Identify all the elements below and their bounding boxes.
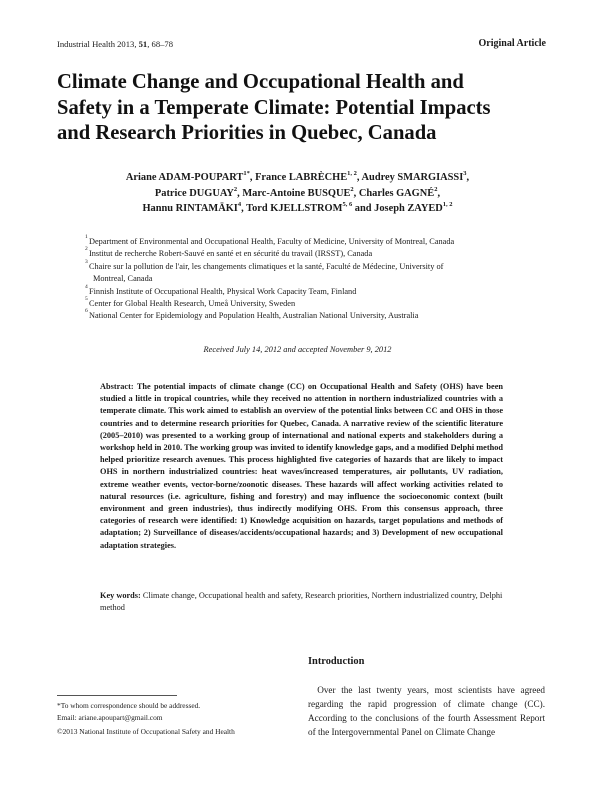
affiliation-item: [85, 236, 521, 248]
footnotes: [57, 700, 297, 738]
affiliation-list: [85, 236, 521, 323]
title-line-1: Climate Change and Occupational Health and: [57, 71, 464, 93]
author-affiliation-marker: 1*: [243, 170, 250, 177]
affiliation-number: 3: [85, 258, 88, 265]
affiliation-text: Institut de recherche Robert-Sauvé en santé et en sécurité du travail (IRSST), Canada: [89, 249, 373, 259]
author-separator: ,: [356, 172, 362, 183]
keywords: [100, 590, 510, 615]
author-separator: ,: [249, 172, 256, 183]
introduction-paragraph: [308, 683, 545, 739]
footnote-divider: [57, 695, 177, 696]
author-line-1: [70, 170, 525, 186]
affiliation-continuation: Montreal, Canada: [93, 274, 153, 284]
journal-pages: , 68–78: [147, 39, 173, 49]
keywords-text: Climate change, Occupational health and safety, Research priorities, Northern industrialized country, Delphi method: [100, 591, 503, 613]
abstract-label: Abstract:: [100, 382, 134, 391]
author-separator: ,: [237, 187, 243, 199]
author-affiliation-marker: 2: [434, 185, 438, 193]
affiliation-number: 5: [85, 296, 88, 303]
author-name: Audrey SMARGIASSI: [361, 172, 464, 183]
affiliation-item: [85, 283, 521, 298]
copyright-notice: ©2013 National Institute of Occupational Safety and Health: [57, 727, 235, 736]
author-affiliation-marker: 3: [463, 170, 467, 177]
affiliation-number: 1: [85, 234, 88, 240]
title-line-3: and Research Priorities in Quebec, Canada: [57, 122, 437, 144]
affiliation-text: National Center for Epidemiology and Population Health, Australian National University, Australia: [89, 311, 419, 321]
abstract-text: The potential impacts of climate change (CC) on Occupational Health and Safety (OHS) have been studied a little in tropical countries, while they received no attention in northern industrialized countries with a temperate climate. This work aimed to establish an overview of the potential links between CC and OHS in those countries and to determine research priorities for Quebec, Canada. A narrative review of the scientific literature (2005–2010) was presented to a working group of international and national experts and stakeholders during a workshop held in 2010. The working group was invited to identify knowledge gaps, and a modified Delphi method helped prioritize research avenues. This process highlighted five categories of hazards that are likely to impact OHS in northern industrialized countries: heat waves/increased temperatures, air pollutants, UV radiation, extreme weather events, vector-borne/zoonotic diseases. These hazards will affect working activities related to natural resources (i.e. agriculture, fishing and forestry) and may influence the socioeconomic context (built environment and green industries), thus indirectly modifying OHS. From this consensus approach, three categories of research were identified: 1) Knowledge acquisition on hazards, target populations and methods of adaptation; 2) Surveillance of diseases/accidents/occupational hazards; and 3) Development of new occupational adaptation strategies.: [100, 382, 503, 550]
author-separator: and: [352, 203, 375, 214]
received-dates: Received July 14, 2012 and accepted November 9, 2012: [203, 345, 392, 354]
affiliation-text: Finnish Institute of Occupational Health, Physical Work Capacity Team, Finland: [89, 286, 357, 296]
affiliation-number: 2: [85, 246, 88, 253]
title-line-2: Safety in a Temperate Climate: Potential Impacts: [57, 96, 491, 119]
correspondence-email: Email: ariane.apoupart@gmail.com: [57, 712, 163, 722]
affiliation-number: 4: [85, 283, 88, 290]
introduction-text: Over the last twenty years, most scientists have agreed regarding the rapid progression of climate change (CC). According to the conclusions of the fourth Assessment Report of the Intergovernmental Panel on Climate Change: [308, 685, 545, 737]
author-affiliation-marker: 1, 2: [442, 201, 453, 208]
section-heading-introduction: Introduction: [308, 656, 365, 667]
author-name: Patrice DUGUAY: [154, 187, 234, 199]
journal-name: Industrial Health 2013,: [57, 39, 139, 49]
paper-title: [57, 70, 557, 147]
author-name: Hannu RINTAMÄKI: [142, 203, 238, 214]
affiliation-item: [85, 298, 521, 310]
author-affiliation-marker: 2: [350, 185, 354, 193]
author-line-3: [70, 201, 525, 217]
article-type: Original Article: [478, 38, 546, 49]
affiliation-text: Department of Environmental and Occupational Health, Faculty of Medicine, University of Montreal, Canada: [89, 237, 455, 246]
journal-citation: [57, 39, 173, 49]
affiliation-text: Chaire sur la pollution de l'air, les changements climatiques et la santé, Faculté de Médecine, University of: [89, 261, 444, 271]
author-name: Joseph ZAYED: [374, 203, 443, 214]
journal-volume: 51: [138, 39, 148, 49]
author-separator: ,: [241, 203, 247, 214]
author-line-2: [70, 186, 525, 202]
author-affiliation-marker: 1, 2: [347, 170, 357, 177]
affiliation-item: [85, 310, 521, 322]
affiliation-item: [85, 258, 521, 273]
affiliation-number: 6: [85, 308, 88, 315]
correspondence-note: *To whom correspondence should be addressed.: [57, 701, 201, 710]
author-name: Charles GAGNÉ: [358, 187, 435, 199]
keywords-label: Key words:: [100, 591, 141, 600]
author-affiliation-marker: 2: [233, 185, 238, 193]
author-list: [70, 170, 525, 217]
abstract: [100, 381, 503, 552]
author-name: Tord KJELLSTROM: [246, 203, 343, 214]
affiliation-item: [85, 248, 521, 260]
affiliation-text: Center for Global Health Research, Umeå University, Sweden: [89, 299, 296, 309]
author-name: Marc-Antoine BUSQUE: [242, 187, 351, 199]
author-affiliation-marker: 4: [237, 201, 242, 208]
author-separator: ,: [353, 187, 359, 199]
author-separator: ,: [466, 172, 470, 183]
author-name: Ariane ADAM-POUPART: [125, 172, 244, 183]
author-separator: ,: [437, 187, 441, 199]
author-affiliation-marker: 5, 6: [342, 201, 353, 208]
author-name: France LABRÈCHE: [255, 172, 348, 183]
